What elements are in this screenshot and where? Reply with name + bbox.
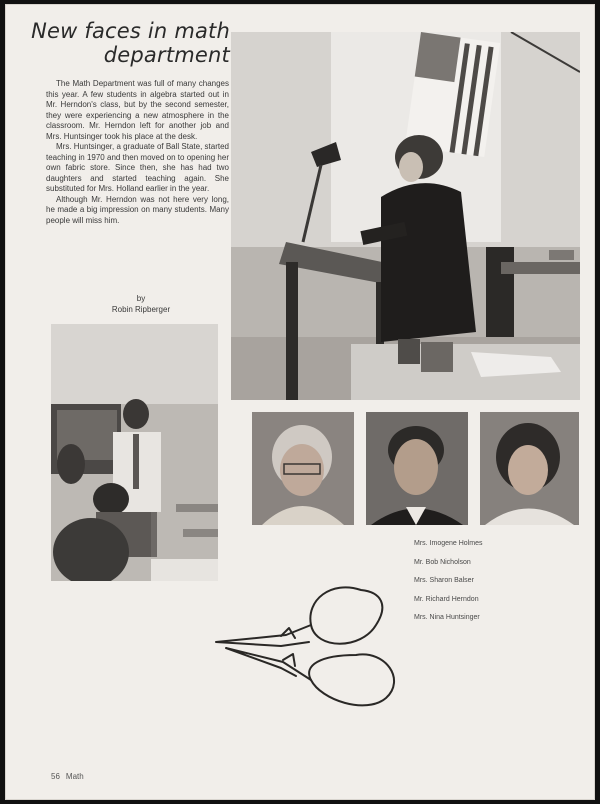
section-name: Math: [65, 772, 84, 781]
caption-name: Mr. Bob Nicholson: [414, 558, 471, 566]
article-title: New faces in math department: [31, 19, 230, 67]
caption-name: Mrs. Sharon Balser: [414, 577, 474, 585]
byline: [96, 293, 186, 315]
yearbook-page: [5, 4, 595, 800]
article-paragraph: The Math Department was full of many changes this year. A few students in algebra started out in Mr. Herndon's class, but by the second semester, they were experiencing a new atmosphere in the classroom. Mr. Herndon left for another job and Mrs. Huntsinger took his place at the desk.: [46, 79, 229, 141]
portrait-photo: [480, 412, 579, 525]
teacher-at-desk-photo: [231, 32, 580, 400]
classroom-photo: [51, 324, 218, 581]
caption-name: Mrs. Nina Huntsinger: [414, 614, 480, 622]
article-paragraph: Although Mr. Herndon was not here very long, he made a big impression on many students. Many people will miss him.: [46, 194, 229, 225]
article-body: [46, 79, 229, 226]
caption-name: Mrs. Imogene Holmes: [414, 540, 483, 547]
article-paragraph: Mrs. Huntsinger, a graduate of Ball State, started teaching in 1970 and then moved on to opening her own fabric store. Since then, she has had two daughters and started teaching again. She substituted for Mrs. Holland earlier in the year.: [46, 142, 229, 193]
page-number: 56: [51, 772, 60, 781]
portrait-photo: [366, 412, 468, 525]
scissors-illustration: [211, 580, 411, 715]
portrait-captions: [414, 535, 524, 628]
caption-name: Mr. Richard Herndon: [414, 595, 479, 603]
portrait-photo: [252, 412, 354, 525]
byline-label: by: [136, 294, 146, 303]
page-footer: [51, 772, 90, 781]
author-name: Robin Ripberger: [111, 305, 171, 314]
